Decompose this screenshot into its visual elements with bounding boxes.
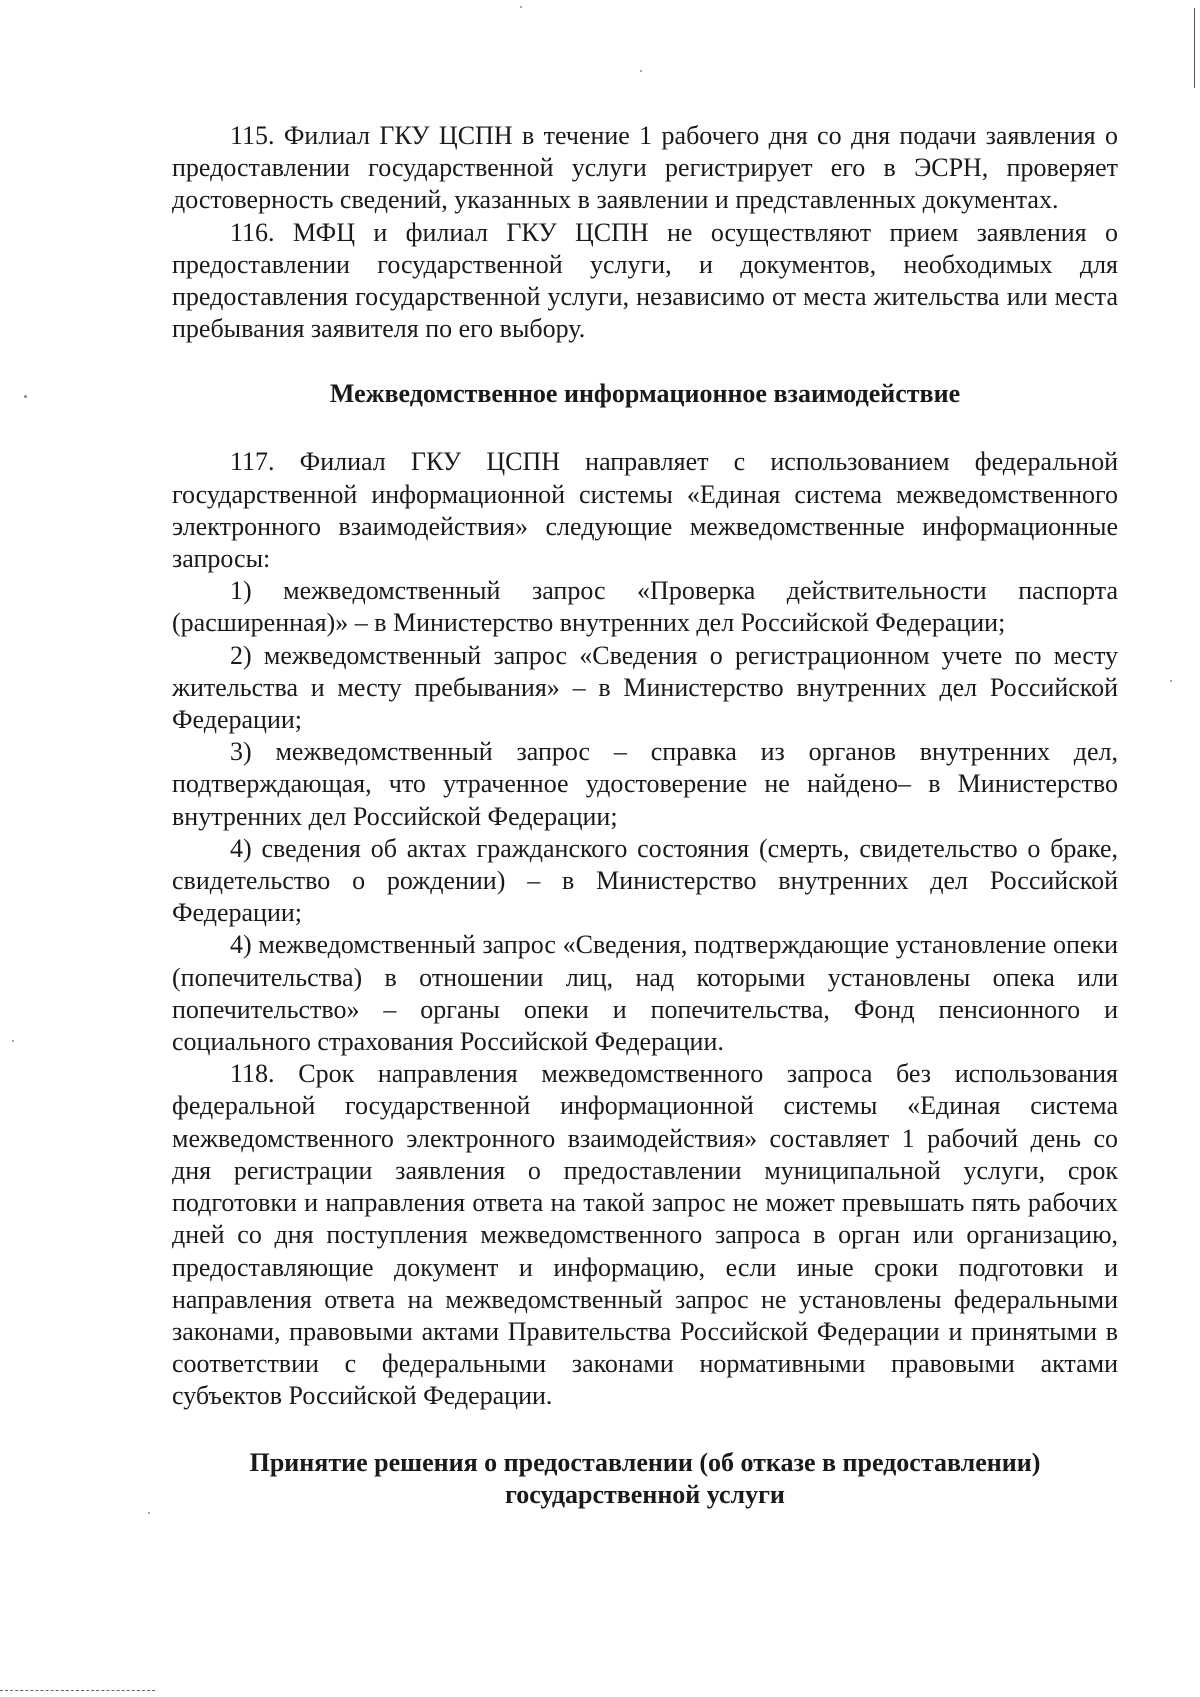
document-page xyxy=(172,120,1118,1511)
scan-edge-line xyxy=(1194,8,1195,88)
list-item-1: 1) межведомственный запрос «Проверка действительности паспорта (расширенная)» – в Министерство внутренних дел Российской Федерации; xyxy=(172,576,1118,638)
scan-speck xyxy=(640,70,642,72)
scan-bottom-line xyxy=(0,1690,155,1692)
section-heading-interagency: Межведомственное информационное взаимодействие xyxy=(329,379,961,409)
paragraph-118: 118. Срок направления межведомственного запроса без использования федеральной государственной информационной системы «Единая система межведомственного электронного взаимодействия» составляет 1 рабочий день со дня регистрации заявления о предоставлении муниципальной услуги, срок подготовки и направления ответа на такой запрос не может превышать пять рабочих дней со дня поступления межведомственного запроса в орган или организацию, предоставляющие документ и информацию, если иные сроки подготовки и направления ответа на межведомственный запрос не установлены федеральными законами, правовыми актами Правительства Российской Федерации и принятыми в соответствии с федеральными законами нормативными правовыми актами субъектов Российской Федерации. xyxy=(172,1059,1118,1411)
section-heading-decision xyxy=(172,1447,1118,1511)
paragraph-117: 117. Филиал ГКУ ЦСПН направляет с использованием федеральной государственной информационной системы «Единая система межведомственного электронного взаимодействия» следующие межведомственные информационные запросы: xyxy=(172,447,1118,574)
scan-speck xyxy=(520,6,522,8)
paragraph-115: 115. Филиал ГКУ ЦСПН в течение 1 рабочего дня со дня подачи заявления о предоставлении государственной услуги регистрирует его в ЭСРН, проверяет достоверность сведений, указанных в заявлении и представленных документах. xyxy=(172,121,1118,215)
list-item-4a: 4) сведения об актах гражданского состояния (смерть, свидетельство о браке, свидетельство о рождении) – в Министерство внутренних дел Российской Федерации; xyxy=(172,833,1118,928)
section-heading-decision-line1: Принятие решения о предоставлении (об отказе в предоставлении) xyxy=(249,1447,1041,1477)
scan-speck xyxy=(24,395,27,398)
scan-speck xyxy=(12,1040,14,1042)
section-heading-decision-line2: государственной услуги xyxy=(505,1479,785,1509)
paragraph-116: 116. МФЦ и филиал ГКУ ЦСПН не осуществляют прием заявления о предоставлении государственной услуги, и документов, необходимых для предоставления государственной услуги, независимо от места жительства или места пребывания заявителя по его выбору. xyxy=(172,217,1118,344)
scan-speck xyxy=(1170,680,1172,682)
list-item-2: 2) межведомственный запрос «Сведения о регистрационном учете по месту жительства и месту пребывания» – в Министерство внутренних дел Российской Федерации; xyxy=(172,640,1118,735)
scan-speck xyxy=(148,1512,150,1514)
list-item-3: 3) межведомственный запрос – справка из органов внутренних дел, подтверждающая, что утраченное удостоверение не найдено– в Министерство внутренних дел Российской Федерации; xyxy=(172,737,1118,831)
list-item-4b: 4) межведомственный запрос «Сведения, подтверждающие установление опеки (попечительства) в отношении лиц, над которыми установлены опека или попечительство» – органы опеки и попечительства, Фонд пенсионного и социального страхования Российской Федерации. xyxy=(172,930,1118,1057)
